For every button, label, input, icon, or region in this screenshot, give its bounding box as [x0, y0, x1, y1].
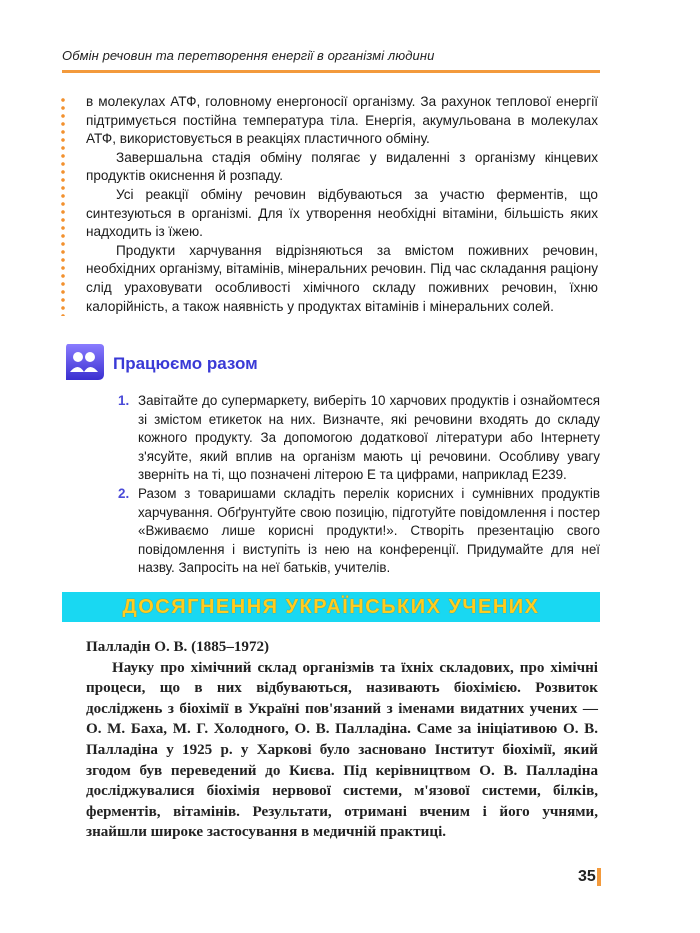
page-number: 35 [578, 868, 596, 885]
list-item [118, 485, 600, 578]
dotted-margin-decoration [60, 96, 66, 316]
intro-paragraph: в молекулах АТФ, головному енергоносії організму. За рахунок теплової енергії підтримується постійна температура тіла. Енергія, акумульована в молекулах АТФ, використовується в реакціях пластичного обміну. [86, 94, 598, 147]
task-text: Завітайте до супермаркету, виберіть 10 харчових продуктів і ознайомтеся зі змістом етикеток на них. Визначте, які речовини входять до складу кожного продукту. За допомогою додаткової літератури або Інтернету з'ясуйте, який вплив на організм мають ці речовини. Особливу увагу зверніть на ті, що позначені літерою Е та цифрами, наприклад Е239. [138, 393, 600, 483]
task-number: 2. [118, 485, 130, 501]
page-number-bar [597, 868, 601, 886]
list-item [118, 392, 600, 485]
task-text: Разом з товаришами складіть перелік корисних і сумнівних продуктів харчування. Обґрунтуйте свою позицію, підготуйте повідомлення і постер «Вживаємо лише корисні продукти!». Створіть презентацію свого повідомлення і виступіть із нею на конференції. Придумайте для неї назву. Запросіть на неї батьків, учителів. [138, 485, 600, 576]
intro-text [86, 93, 598, 316]
intro-paragraph: Усі реакції обміну речовин відбуваються за участю ферментів, що синтезуються в організмі. Для їх утворення необхідні вітаміни, більшість яких надходить із їжею. [86, 186, 598, 240]
running-header: Обмін речовин та перетворення енергії в організмі людини [62, 48, 435, 63]
scientist-bio [86, 637, 598, 843]
banner-title: ДОСЯГНЕННЯ УКРАЇНСЬКИХ УЧЕНИХ [122, 596, 540, 618]
bio-text: Науку про хімічний склад організмів та їхніх складових, про хімічні процеси, що в них відбуваються, називають біохімією. Розвиток досліджень з біохімії в Україні пов'язаний з іменами видатних учених — О. М. Баха, М. Г. Холодного, О. В. Палладіна. Саме за ініціативою О. В. Палладіна у 1925 р. у Харкові було засновано Інститут біохімії, який згодом був переведений до Києва. Під керівництвом О. В. Палладіна досліджувалися біохімія нервової системи, м'язової системи, білків, ферментів, вітамінів. Результати, отримані вченим і його учнями, знайшли широке застосування в медичній практиці. [86, 659, 598, 841]
header-divider [62, 70, 600, 73]
task-number: 1. [118, 393, 130, 408]
section-title-together: Працюємо разом [113, 354, 258, 373]
intro-paragraph: Продукти харчування відрізняються за вмістом поживних речовин, необхідних організму, вітамінів, мінеральних речовин. Під час складання раціону слід ураховувати особливості хімічного складу поживних речовин, їхню калорійність, а також наявність у продуктах вітамінів і мінеральних солей. [86, 242, 598, 314]
achievements-banner [62, 592, 600, 622]
intro-paragraph: Завершальна стадія обміну полягає у видаленні з організму кінцевих продуктів окиснення й розпаду. [86, 149, 598, 184]
task-list [118, 392, 600, 578]
team-icon [62, 340, 106, 384]
scientist-name: Палладін О. В. (1885–1972) [86, 639, 270, 655]
